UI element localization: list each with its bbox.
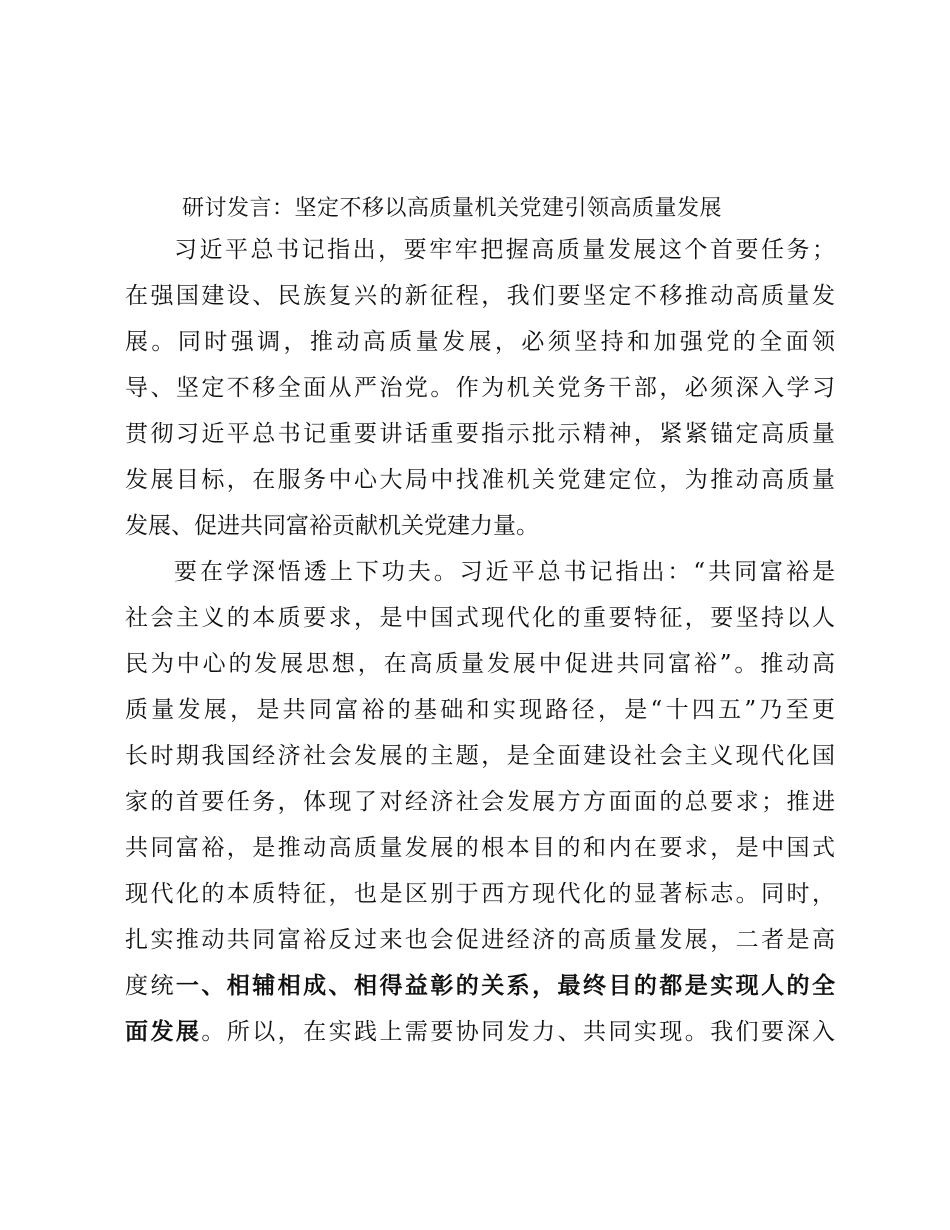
paragraph-line: 现代化的本质特征，也是区别于西方现代化的显著标志。同时， — [125, 881, 835, 907]
paragraph-line: 民为中心的发展思想，在高质量发展中促进共同富裕”。推动高 — [125, 651, 835, 677]
bold-text: 面发展 — [125, 1019, 202, 1045]
paragraph-line: 要在学深悟透上下功夫。习近平总书记指出：“共同富裕是 — [174, 559, 835, 585]
paragraph-line: 习近平总书记指出，要牢牢把握高质量发展这个首要任务； — [174, 237, 835, 263]
paragraph-line: 导、坚定不移全面从严治党。作为机关党务干部，必须深入学习 — [125, 375, 835, 401]
paragraph-line: 家的首要任务，体现了对经济社会发展方方面面的总要求；推进 — [125, 789, 835, 815]
paragraph-line-mixed — [125, 963, 835, 1009]
paragraph-line: 社会主义的本质要求，是中国式现代化的重要特征，要坚持以人 — [125, 605, 835, 631]
normal-text: 度统 — [125, 973, 176, 999]
normal-text: 。所以，在实践上需要协同发力、共同实现。我们要深入 — [201, 1019, 836, 1045]
paragraph-line: 长时期我国经济社会发展的主题，是全面建设社会主义现代化国 — [125, 743, 835, 769]
paragraph-line-mixed — [125, 1009, 835, 1055]
paragraph-line: 发展目标，在服务中心大局中找准机关党建定位，为推动高质量 — [125, 467, 835, 493]
paragraph-line: 在强国建设、民族复兴的新征程，我们要坚定不移推动高质量发 — [125, 283, 835, 309]
paragraph-line: 共同富裕，是推动高质量发展的根本目的和内在要求，是中国式 — [125, 835, 835, 861]
paragraph-line: 展。同时强调，推动高质量发展，必须坚持和加强党的全面领 — [125, 329, 835, 355]
document-title: 研讨发言：坚定不移以高质量机关党建引领高质量发展 — [182, 196, 723, 221]
paragraph-line: 发展、促进共同富裕贡献机关党建力量。 — [125, 513, 539, 539]
bold-text: 一、相辅相成、相得益彰的关系，最终目的都是实现人的全 — [175, 973, 836, 999]
paragraph-line: 质量发展，是共同富裕的基础和实现路径，是“十四五”乃至更 — [125, 697, 835, 723]
paragraph-line: 贯彻习近平总书记重要讲话重要指示批示精神，紧紧锚定高质量 — [125, 421, 835, 447]
paragraph-line: 扎实推动共同富裕反过来也会促进经济的高质量发展，二者是高 — [125, 927, 835, 953]
